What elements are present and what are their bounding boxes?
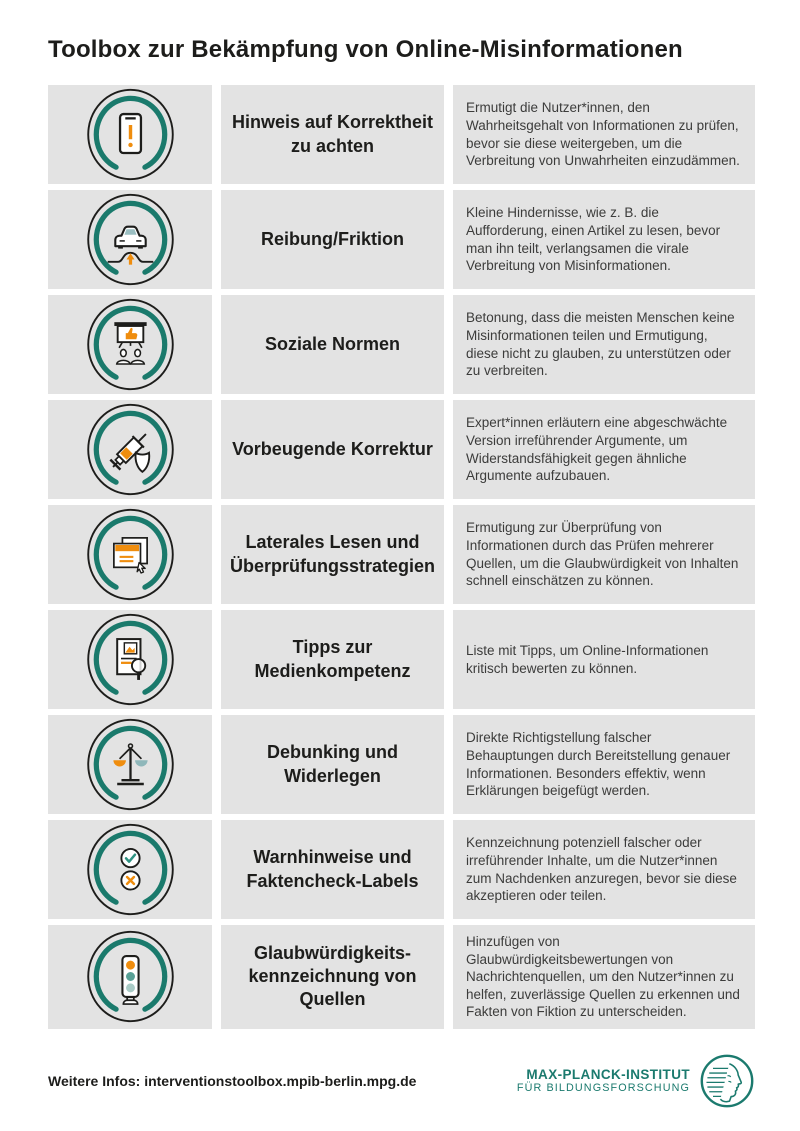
source-credibility-icon: [83, 929, 178, 1024]
icon-cell: [48, 715, 212, 814]
prebunk-syringe-icon: [83, 402, 178, 497]
intervention-title-text: Tipps zur Medienkompetenz: [254, 637, 411, 681]
intervention-title-text: Reibung/Friktion: [261, 228, 404, 249]
intervention-description-text: Kennzeichnung potenziell falscher oder irreführender Inhalte, um die Nutzer*innen zum Nachdenken anzuregen, bevor sie diese akzeptieren oder teilen.: [466, 835, 737, 904]
intervention-title: [221, 85, 444, 184]
icon-cell: [48, 190, 212, 289]
intervention-description-text: Expert*innen erläutern eine abgeschwächte Version irreführender Argumente, um Widerstandsfähigkeit gegen ähnliche Argumente aufzubauen.: [466, 415, 728, 484]
lateral-reading-icon: [83, 507, 178, 602]
icon-cell: [48, 925, 212, 1029]
intervention-title: [221, 610, 444, 709]
intervention-title-text: Glaubwürdigkeits-kennzeichnung von Quellen: [248, 943, 417, 1010]
icon-cell: [48, 295, 212, 394]
mpi-logo-line1: MAX-PLANCK-INSTITUT: [526, 1066, 690, 1082]
intervention-title: [221, 925, 444, 1029]
intervention-title-text: Hinweis auf Korrektheit zu achten: [231, 112, 434, 156]
intervention-title-text: Laterales Lesen und Überprüfungsstrategien: [229, 532, 436, 576]
intervention-description: [453, 85, 755, 184]
friction-car-icon: [83, 192, 178, 287]
intervention-description-text: Direkte Richtigstellung falscher Behauptungen durch Bereitstellung genauer Informationen. Besonders effektiv, wenn Erklärungen beigefügt werden.: [466, 730, 731, 799]
mpi-logo: [517, 1053, 755, 1109]
mpi-logo-line2: FÜR BILDUNGSFORSCHUNG: [516, 1082, 690, 1095]
intervention-description-text: Ermutigung zur Überprüfung von Informationen durch das Prüfen mehrerer Quellen, um die Glaubwürdigkeit von Inhalten schnell einschätzen zu können.: [466, 520, 739, 589]
intervention-title-text: Warnhinweise und Faktencheck-Labels: [246, 847, 419, 891]
more-info-url: Weitere Infos: interventionstoolbox.mpib-berlin.mpg.de: [48, 1072, 417, 1089]
icon-cell: [48, 400, 212, 499]
intervention-title: [221, 190, 444, 289]
icon-cell: [48, 610, 212, 709]
intervention-title: [221, 505, 444, 604]
mpi-logo-text: [517, 1067, 690, 1095]
intervention-title: [221, 400, 444, 499]
intervention-title: [221, 820, 444, 919]
warning-labels-icon: [83, 822, 178, 917]
intervention-description: [453, 715, 755, 814]
intervention-description-text: Liste mit Tipps, um Online-Informationen kritisch bewerten zu können.: [466, 642, 709, 676]
icon-cell: [48, 85, 212, 184]
intervention-title: [221, 715, 444, 814]
icon-cell: [48, 505, 212, 604]
intervention-description-text: Betonung, dass die meisten Menschen keine Misinformationen teilen und Ermutigung, diese nicht zu glauben, zu unterstützen oder zu verbreiten.: [466, 310, 735, 379]
intervention-title-text: Soziale Normen: [264, 333, 401, 354]
debunking-scale-icon: [83, 717, 178, 812]
media-literacy-icon: [83, 612, 178, 707]
intervention-description-text: Ermutigt die Nutzer*innen, den Wahrheitsgehalt von Informationen zu prüfen, bevor sie diese weitergeben, um die Verbreitung von Unwahrheiten einzudämmen.: [466, 100, 740, 169]
intervention-description: [453, 190, 755, 289]
page-title: Toolbox zur Bekämpfung von Online-Misinformationen: [48, 36, 683, 63]
intervention-description: [453, 295, 755, 394]
intervention-title: [221, 295, 444, 394]
footer: [48, 1053, 755, 1109]
toolbox-table: [48, 85, 755, 1029]
phone-alert-icon: [83, 87, 178, 182]
intervention-title-text: Debunking und Widerlegen: [267, 742, 398, 786]
intervention-description-text: Kleine Hindernisse, wie z. B. die Aufforderung, einen Artikel zu lesen, bevor man ihn teilt, verlangsamen die virale Verbreitung von Misinformationen.: [466, 205, 721, 274]
icon-cell: [48, 820, 212, 919]
intervention-description: [453, 610, 755, 709]
intervention-description: [453, 400, 755, 499]
intervention-description: [453, 820, 755, 919]
intervention-description: [453, 505, 755, 604]
social-norms-icon: [83, 297, 178, 392]
minerva-icon: [699, 1053, 755, 1109]
intervention-description: [453, 925, 755, 1029]
intervention-title-text: Vorbeugende Korrektur: [232, 438, 433, 459]
intervention-description-text: Hinzufügen von Glaubwürdigkeitsbewertungen von Nachrichtenquellen, um den Nutzer*innen zu helfen, zuverlässige Quellen zu erkennen und Fakten von Fiktion zu unterscheiden.: [466, 934, 740, 1020]
